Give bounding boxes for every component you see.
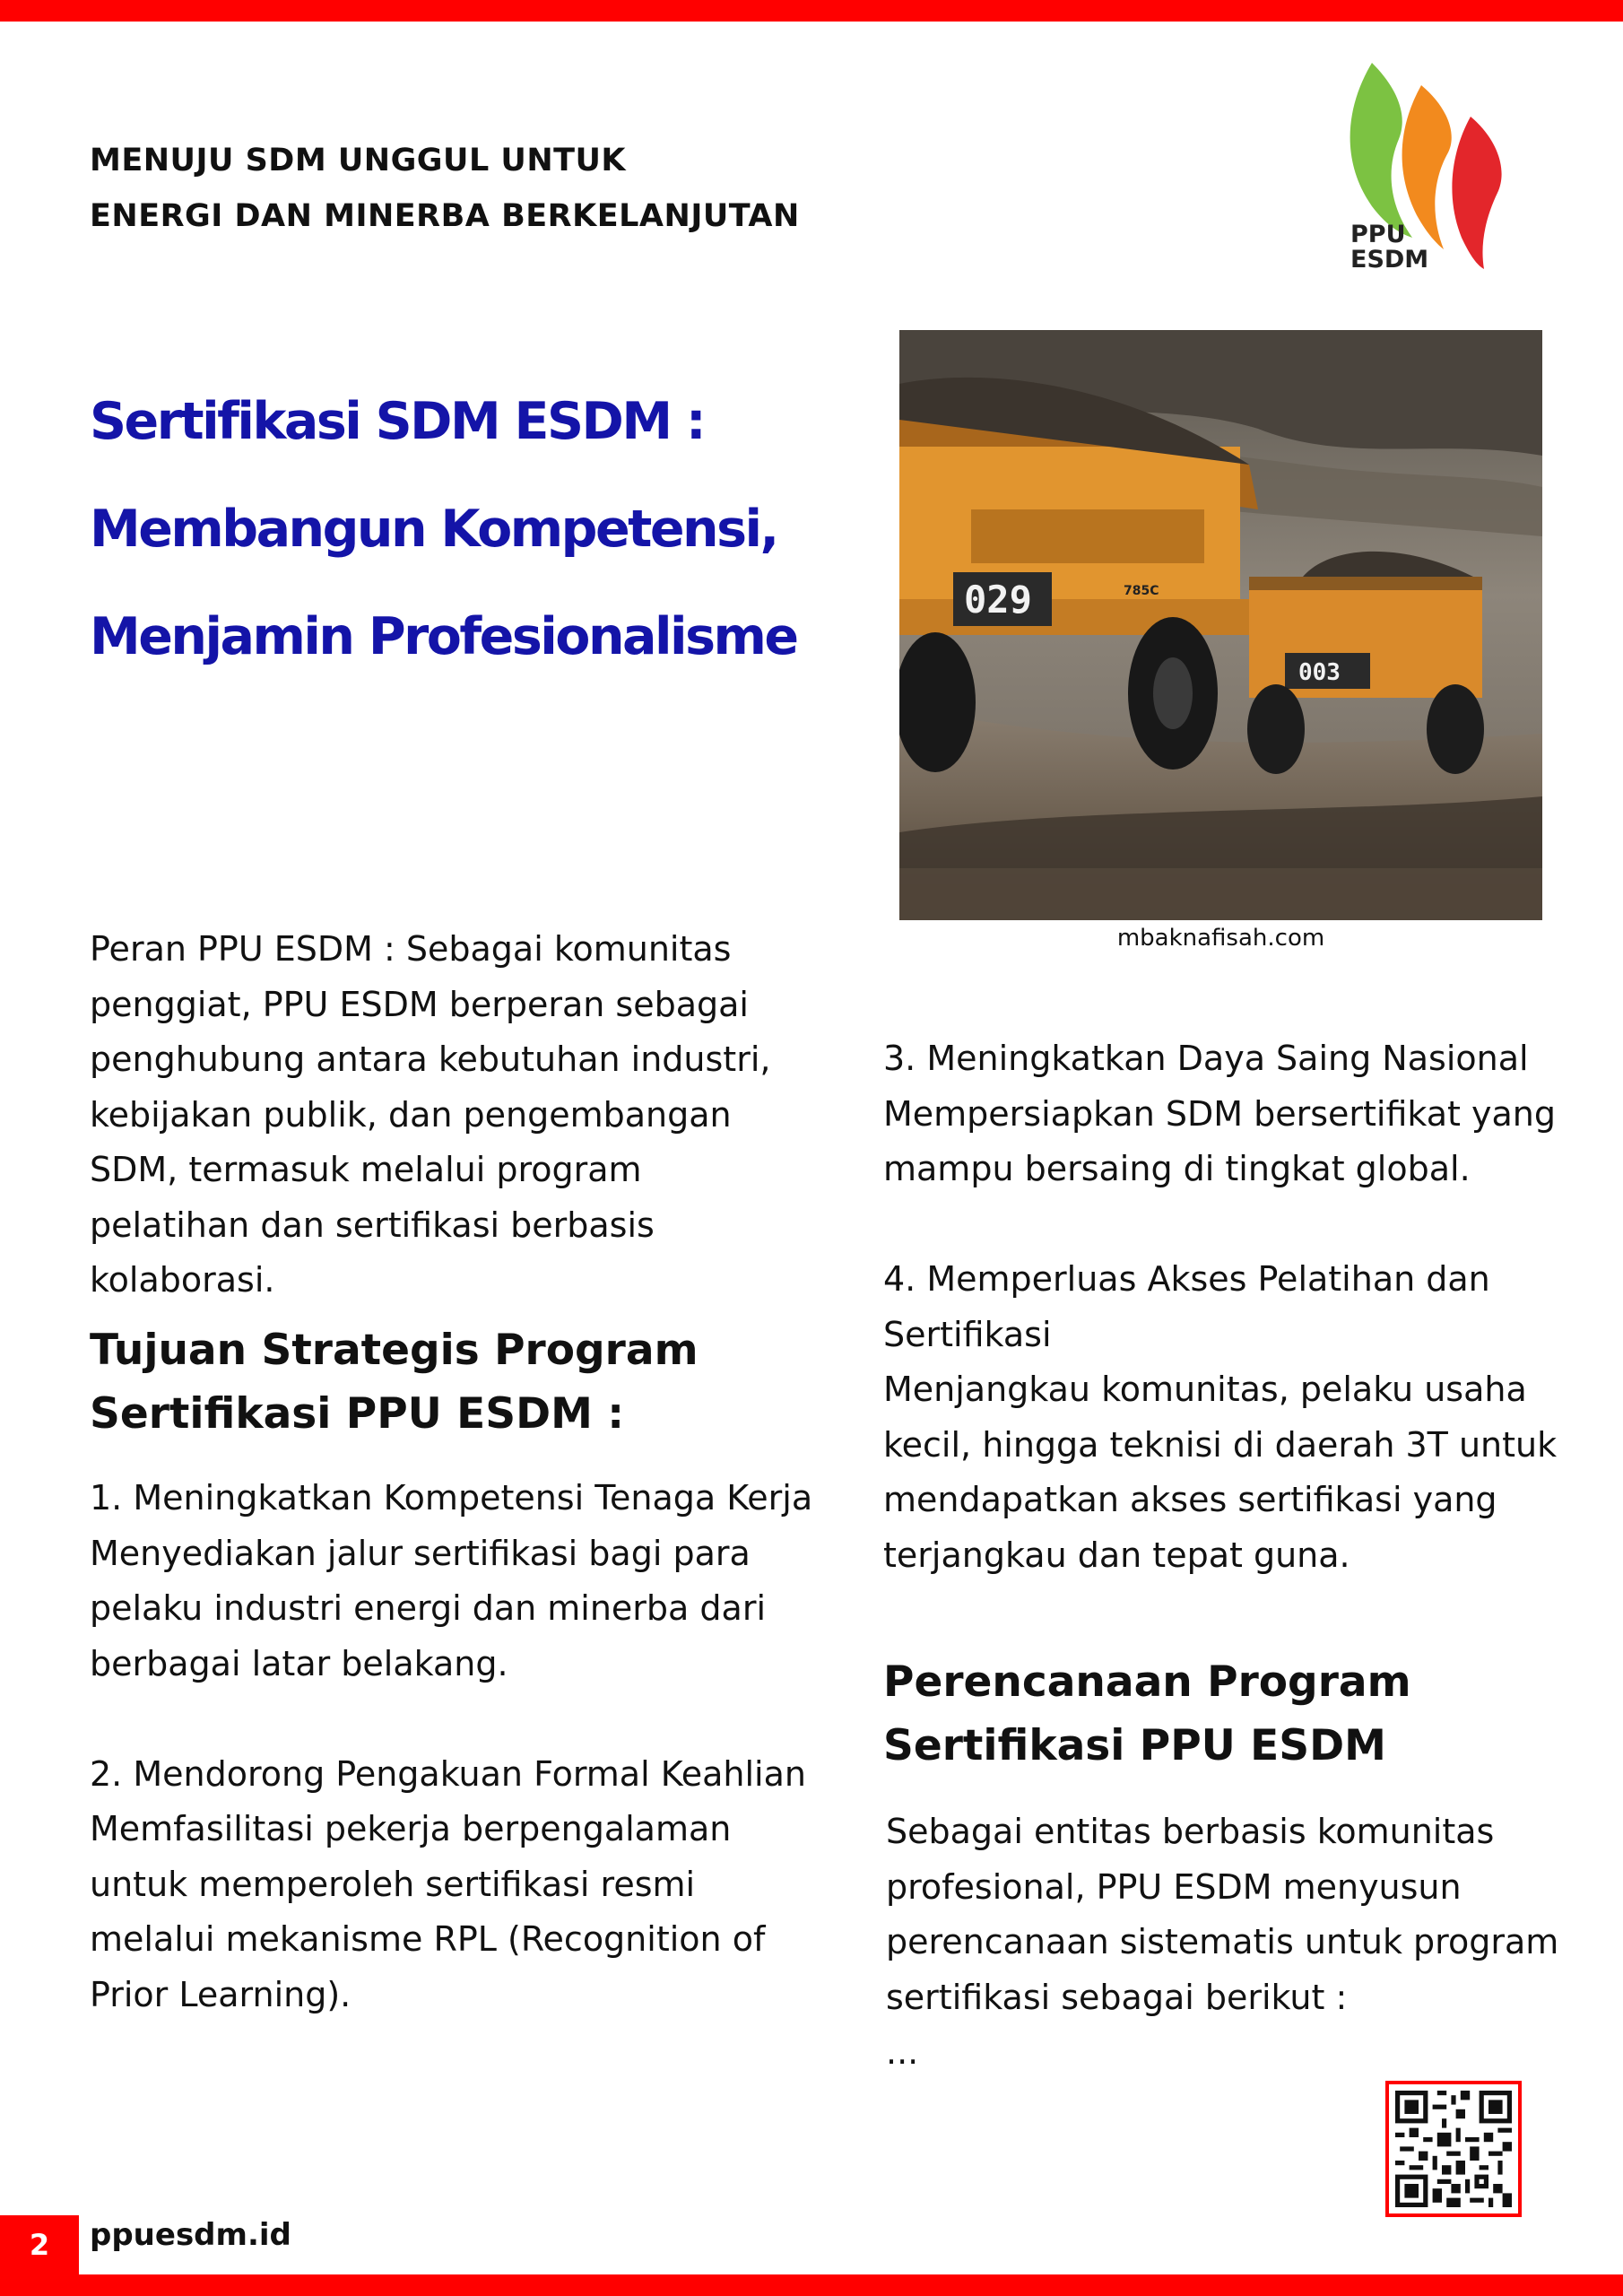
- truck-number-1: 029: [964, 578, 1032, 622]
- goals-heading: Tujuan Strategis Program Sertifikasi PPU ESDM :: [90, 1326, 699, 1439]
- title-line-2: Membangun Kompetensi,: [90, 500, 777, 559]
- truck-model-1: 785C: [1124, 584, 1159, 598]
- planning-ellipsis: ...: [886, 2032, 919, 2072]
- qr-code[interactable]: [1385, 2081, 1522, 2217]
- title-line-3: Menjamin Profesionalisme: [90, 607, 797, 666]
- goal-4-text: Menjangkau komunitas, pelaku usaha kecil, hingga teknisi di daerah 3T untuk mendapatkan akses sertifikasi yang terjangkau dan tepat guna.: [883, 1370, 1558, 1575]
- page-number: 2: [0, 2215, 79, 2274]
- planning-heading: Perencanaan Program Sertifikasi PPU ESDM: [883, 1657, 1411, 1770]
- tagline-line-2: ENERGI DAN MINERBA BERKELANJUTAN: [90, 198, 800, 234]
- tagline-line-1: MENUJU SDM UNGGUL UNTUK: [90, 143, 627, 178]
- title-line-1: Sertifikasi SDM ESDM :: [90, 392, 705, 451]
- photo-caption: mbaknafisah.com: [1116, 925, 1325, 952]
- goal-2-title: 2. Mendorong Pengakuan Formal Keahlian: [90, 1753, 806, 1794]
- mining-trucks-photo: [899, 330, 1542, 920]
- goals-list-right: [883, 1031, 1565, 1583]
- qr-code-icon: [1395, 2091, 1512, 2207]
- intro-paragraph: Peran PPU ESDM : Sebagai komunitas penggiat, PPU ESDM berperan sebagai penghubung antara kebutuhan industri, kebijakan publik, dan pengembangan SDM, termasuk melalui program pelatihan dan sertifikasi berbasis kolaborasi.: [90, 929, 771, 1300]
- article-title: [90, 368, 861, 691]
- goal-3-text: Mempersiapkan SDM bersertifikat yang mampu bersaing di tingkat global.: [883, 1093, 1556, 1188]
- goal-1-text: Menyediakan jalur sertifikasi bagi para pelaku industri energi dan minerba dari berbagai latar belakang.: [90, 1533, 767, 1683]
- logo-orange-flame: [1402, 85, 1452, 249]
- truck-number-2: 003: [1298, 659, 1341, 686]
- goal-2-text: Memfasilitasi pekerja berpengalaman untuk memperoleh sertifikasi resmi melalui mekanisme RPL (Recognition of Prior Learning).: [90, 1809, 766, 2014]
- goals-list-left: [90, 1471, 816, 2022]
- goal-3-title: 3. Meningkatkan Daya Saing Nasional: [883, 1039, 1529, 1078]
- logo-text-ppu: PPU: [1350, 221, 1406, 248]
- bottom-red-bar: [0, 2274, 1623, 2296]
- ppu-esdm-logo: [1345, 54, 1506, 278]
- top-red-bar: [0, 0, 1623, 22]
- goal-4-title: 4. Memperluas Akses Pelatihan dan Sertifikasi: [883, 1259, 1490, 1354]
- planning-text: Sebagai entitas berbasis komunitas profesional, PPU ESDM menyusun perencanaan sistematis untuk program sertifikasi sebagai berikut :: [886, 1812, 1559, 2017]
- logo-text-esdm: ESDM: [1350, 246, 1429, 274]
- header-tagline: [90, 133, 800, 244]
- logo-red-flame: [1452, 117, 1501, 269]
- planning-paragraph: [886, 1805, 1567, 2081]
- footer-website[interactable]: ppuesdm.id: [90, 2217, 291, 2253]
- goal-1-title: 1. Meningkatkan Kompetensi Tenaga Kerja: [90, 1478, 813, 1518]
